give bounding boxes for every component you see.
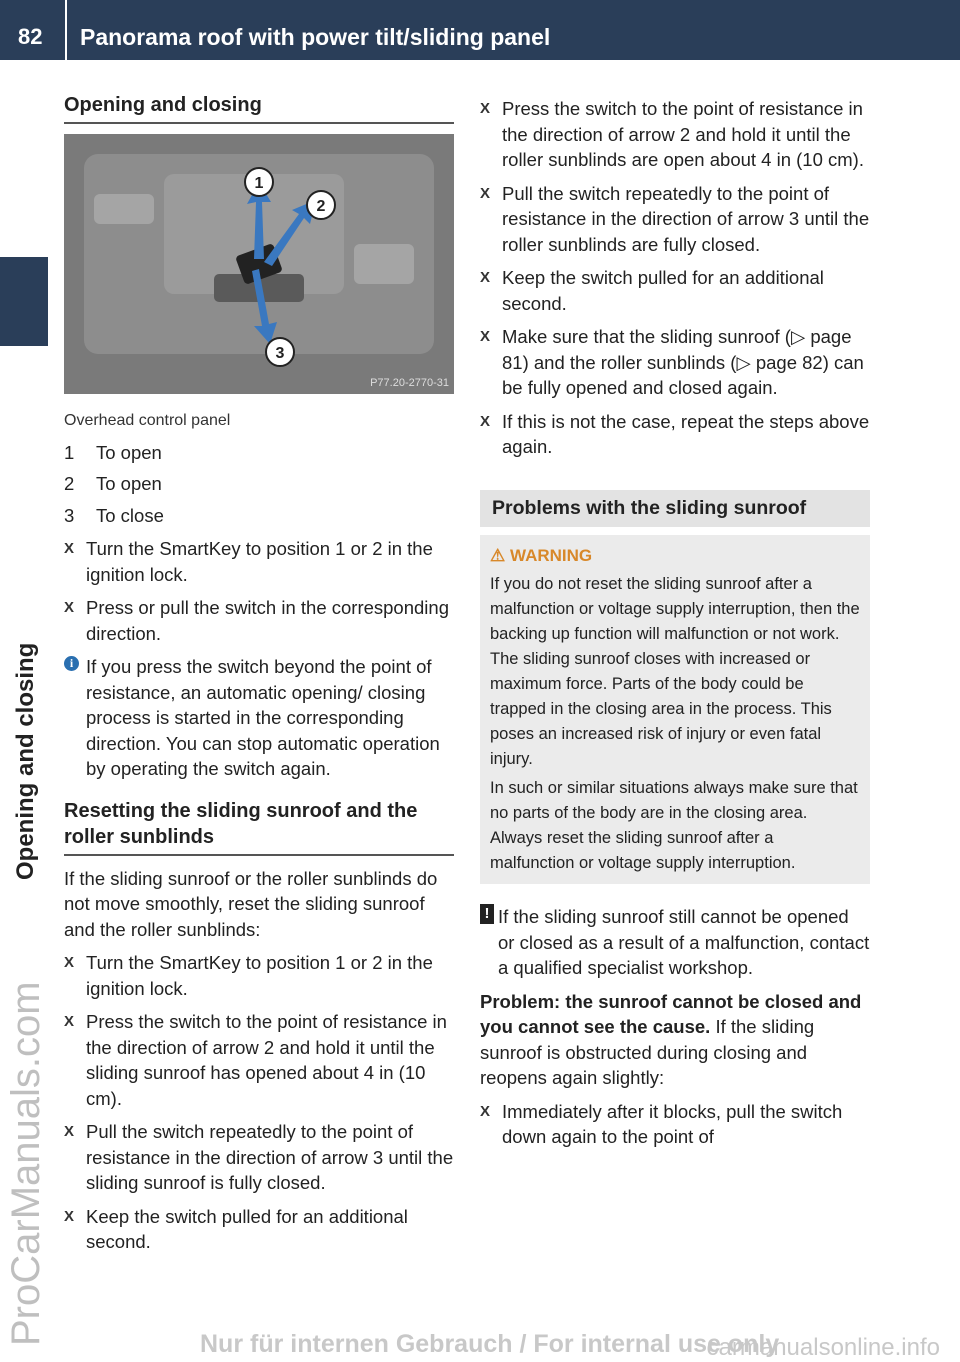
info-note: i If you press the switch beyond the point of resistance, an automatic opening/ closing process is started in the corresponding direction. You can stop automatic operation by operating the switch again. xyxy=(64,654,454,782)
instruction-step: X Keep the switch pulled for an additional second. xyxy=(64,1204,454,1255)
sidebar-section-label: Opening and closing xyxy=(12,642,39,880)
callout-3: 3 xyxy=(275,345,285,362)
figure-caption: Overhead control panel xyxy=(64,412,231,429)
overhead-panel-photo xyxy=(64,134,454,394)
section-heading-resetting: Resetting the sliding sunroof and the roller sunblinds xyxy=(64,798,454,856)
page-number: 82 xyxy=(18,24,43,49)
watermark: ProCarManuals.com xyxy=(4,981,48,1346)
section-heading-opening: Opening and closing xyxy=(64,92,454,124)
instruction-step: X Pull the switch repeatedly to the point of resistance in the direction of arrow 3 until the roller sunblinds are fully closed. xyxy=(480,181,870,258)
intro-paragraph: If the sliding sunroof or the roller sunblinds do not move smoothly, reset the sliding sunroof and the roller sunblinds: xyxy=(64,867,438,940)
warning-heading: ⚠ WARNING xyxy=(490,546,593,565)
section-banner: Problems with the sliding sunroof xyxy=(480,490,870,528)
left-column xyxy=(64,92,454,1255)
instruction-step: X Immediately after it blocks, pull the switch down again to the point of xyxy=(480,1099,870,1150)
instruction-step: X Press or pull the switch in the corresponding direction. xyxy=(64,595,454,646)
warning-triangle-icon: ⚠ xyxy=(490,546,506,565)
instruction-step: X Press the switch to the point of resistance in the direction of arrow 2 and hold it until the roller sunblinds are open about 4 in (10 cm). xyxy=(480,96,870,173)
callout-1: 1 xyxy=(254,175,264,192)
warning-box xyxy=(480,535,870,884)
warning-text: If you do not reset the sliding sunroof after a malfunction or voltage supply interruption, then the backing up function will malfunction or not work. The sliding sunroof closes with increased or maximum force. Parts of the body could be trapped in the closing area in the process. This poses an increased risk of injury or even fatal injury. xyxy=(490,575,860,768)
legend-item: 2 To open xyxy=(64,473,162,494)
legend-item: 1 To open xyxy=(64,441,162,463)
callout-2: 2 xyxy=(316,198,326,215)
instruction-step: X Keep the switch pulled for an additional second. xyxy=(480,265,870,316)
warning-text: In such or similar situations always make sure that no parts of the body are in the closing area. Always reset the sliding sunroof after a malfunction or voltage supply interruption. xyxy=(490,779,858,872)
instruction-step: X Turn the SmartKey to position 1 or 2 in the ignition lock. xyxy=(64,950,454,1001)
instruction-step: X If this is not the case, repeat the steps above again. xyxy=(480,409,870,460)
instruction-step: X Press the switch to the point of resistance in the direction of arrow 2 and hold it until the sliding sunroof has opened about 4 in (10 cm). xyxy=(64,1009,454,1111)
footer-note: Nur für internen Gebrauch / For internal use only xyxy=(200,1330,780,1358)
exclamation-icon: ! xyxy=(480,904,494,924)
legend-item: 3 To close xyxy=(64,504,164,526)
header-divider xyxy=(65,0,67,60)
caution-note: ! If the sliding sunroof still cannot be opened or closed as a result of a malfunction, contact a qualified specialist workshop. xyxy=(480,904,870,981)
sidebar-tab xyxy=(0,257,48,346)
page-title: Panorama roof with power tilt/sliding panel xyxy=(80,24,551,50)
instruction-step: X Make sure that the sliding sunroof (▷ page 81) and the roller sunblinds (▷ page 82) can be fully opened and closed again. xyxy=(480,324,870,401)
problem-paragraph: Problem: the sunroof cannot be closed and you cannot see the cause. If the sliding sunroof is obstructed during closing and reopens again slightly: xyxy=(480,990,862,1088)
info-icon: i xyxy=(64,656,79,671)
overhead-panel-illustration xyxy=(64,134,454,394)
footer-link[interactable]: carmanualsonline.info xyxy=(706,1334,940,1361)
page-header xyxy=(0,0,960,60)
right-column xyxy=(480,92,870,1150)
instruction-step: X Turn the SmartKey to position 1 or 2 in the ignition lock. xyxy=(64,536,454,587)
image-code: P77.20-2770-31 xyxy=(370,377,449,389)
instruction-step: X Pull the switch repeatedly to the point of resistance in the direction of arrow 3 until the sliding sunroof is fully closed. xyxy=(64,1119,454,1196)
